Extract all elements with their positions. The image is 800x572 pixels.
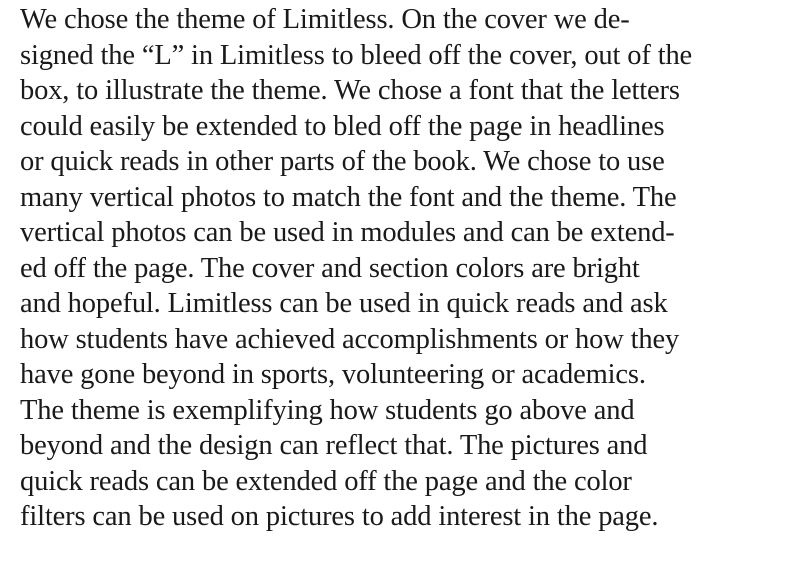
text-line-12: The theme is exemplifying how students go above and [20,394,635,426]
text-line-5: or quick reads in other parts of the book. We chose to use [20,146,665,177]
text-line-3: box, to illustrate the theme. We chose a font that the letters [20,75,680,106]
text-line-6: many vertical photos to match the font and the theme. The [20,181,677,213]
body-paragraph [20,2,692,535]
text-line-2: signed the “L” in Limitless to bleed off the cover, out of the [20,39,693,71]
text-line-14: quick reads can be extended off the page and the color [20,465,632,497]
text-line-13: beyond and the design can reflect that. The pictures and [20,430,648,461]
text-line-8: ed off the page. The cover and section colors are bright [20,252,640,284]
text-line-4: could easily be extended to bled off the page in headlines [20,110,665,142]
text-line-15: filters can be used on pictures to add interest in the page. [20,501,659,532]
text-line-9: and hopeful. Limitless can be used in quick reads and ask [20,288,668,319]
text-line-7: vertical photos can be used in modules and can be extend- [20,217,675,248]
text-line-1: We chose the theme of Limitless. On the cover we de- [20,4,630,35]
text-line-11: have gone beyond in sports, volunteering or academics. [20,359,646,390]
text-line-10: how students have achieved accomplishments or how they [20,323,680,355]
